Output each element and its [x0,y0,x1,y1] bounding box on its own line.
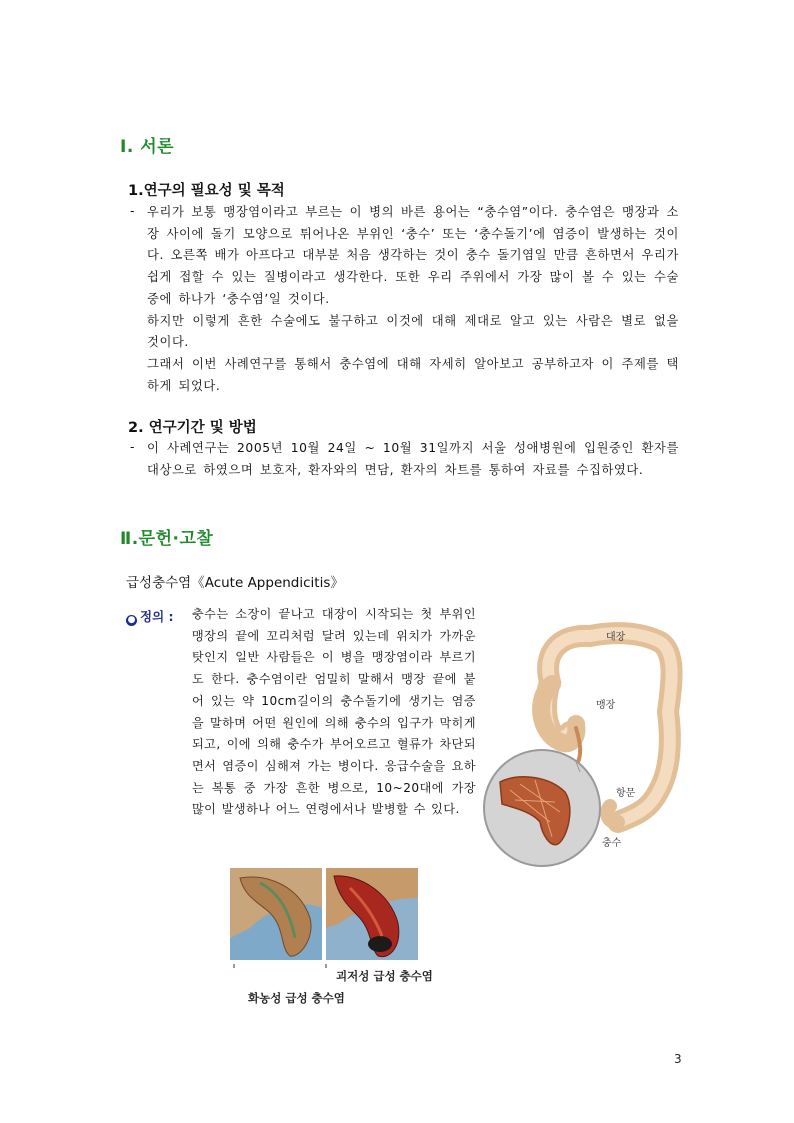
dash-marker: - [130,440,135,454]
definition-text: 충수는 소장이 끝나고 대장이 시작되는 첫 부위인 맹장의 끝에 꼬리처럼 달려 있는데 위치가 가까운 탓인지 일반 사람들은 이 병을 맹장염이라 부르기도 한다. 충수염이란 엄밀히 말해서 맹장 끝에 붙어 있는 약 10cm길이의 충수돌기에 생기는 염증을 말하며 어떤 원인에 의해 충수의 입구가 막히게 되고, 이에 의해 충수가 부어오르고 혈류가 차단되면서 염증이 심해져 가는 병이다. 응급수술을 요하는 복통 중 가장 흔한 병으로, 10~20대에 가장 많이 발생하나 어느 연령에서나 발병할 수 있다. [192,607,476,817]
circle-bullet-icon: ● [127,615,136,625]
appendicitis-photos-figure [230,868,466,1008]
appendix-label: 충수 [602,838,622,849]
suppurative-caption: 화농성 급성 충수염 [248,991,345,1005]
anus-label: 항문 [616,788,636,799]
necrotic-caption: 괴저성 급성 충수염 [336,969,433,983]
section1-sub1-body [147,202,679,397]
section1-sub1-title: 1.연구의 필요성 및 목적 [128,183,285,199]
definition-label [126,606,174,626]
page-number: 3 [674,1052,682,1066]
paragraph: 하지만 이렇게 흔한 수술에도 불구하고 이것에 대해 제대로 알고 있는 사람은 별로 없을 것이다. [147,313,679,350]
section2-title: Ⅱ.문헌·고찰 [120,529,214,549]
section1-sub2-body [147,438,679,481]
paragraph: 이 사례연구는 2005년 10월 24일 ~ 10월 31일까지 서울 성애병원에 입원중인 환자를 대상으로 하였으며 보호자, 환자와의 면담, 환자의 차트를 통하여 자료를 수집하였다. [147,441,679,477]
paragraph: 우리가 보통 맹장염이라고 부르는 이 병의 바른 용어는 “충수염”이다. 충수염은 맹장과 소장 사이에 돌기 모양으로 튀어나온 부위인 ‘충수’ 또는 ‘충수돌기’에 염증이 발생하는 것이다. 오른쪽 배가 아프다고 대부분 처음 생각하는 것이 충수 돌기염일 만큼 흔하면서 우리가 쉽게 접할 수 있는 질병이라고 생각한다. 또한 우리 주위에서 가장 많이 볼 수 있는 수술 중에 하나가 ‘충수염’일 것이다. [147,205,679,306]
cecum-label: 맹장 [596,700,616,711]
colon-diagram-icon [480,612,684,874]
definition-label-text: 정의 : [140,609,174,624]
colon-anatomy-figure [480,612,684,874]
section2-subtitle: 급성충수염《Acute Appendicitis》 [126,575,344,591]
dash-marker: - [130,204,135,218]
colon-label: 대장 [606,632,626,643]
section1-sub2-title: 2. 연구기간 및 방법 [128,420,257,436]
appendicitis-photos-icon [230,868,466,968]
section1-title: Ⅰ. 서론 [120,137,175,157]
paragraph: 그래서 이번 사례연구를 통해서 충수염에 대해 자세히 알아보고 공부하고자 이 주제를 택하게 되었다. [147,356,679,393]
